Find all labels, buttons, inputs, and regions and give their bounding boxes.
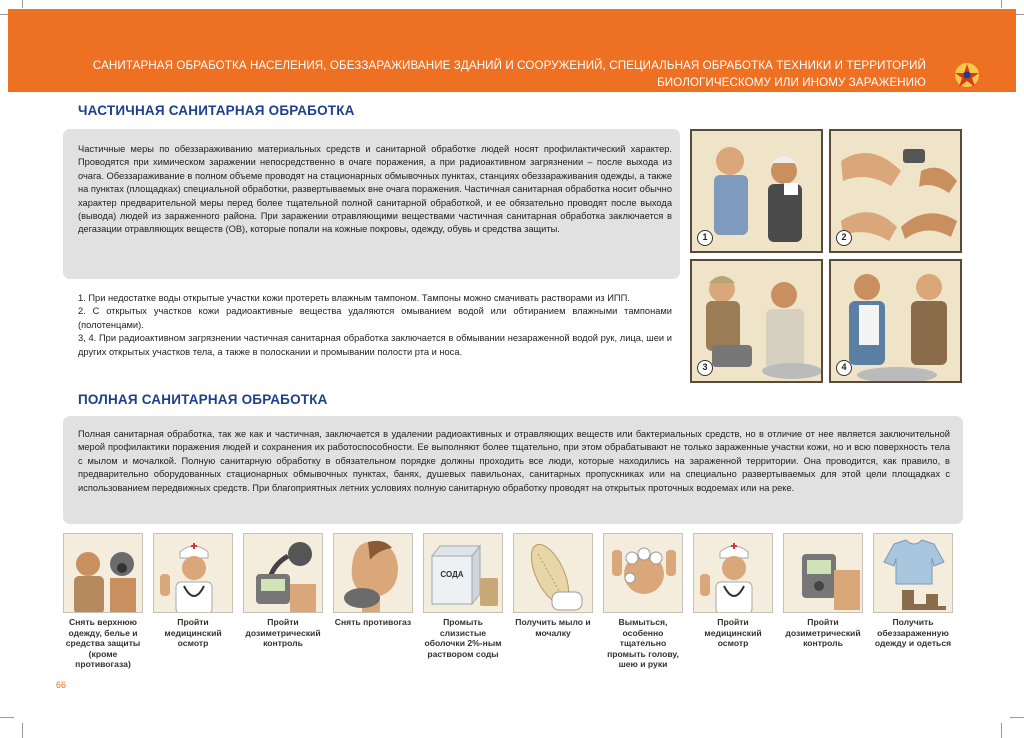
step-caption: Снять противогаз — [334, 617, 412, 627]
partial-steps-list — [78, 292, 672, 359]
washing-icon — [603, 533, 683, 613]
crop-mark — [22, 0, 23, 8]
page-number: 66 — [56, 680, 67, 690]
list-item: 1. При недостатке воды открытые участки кожи протереть влажным тампоном. Тампоны можно смачивать растворами из ИПП. — [78, 293, 630, 303]
list-item: 2. С открытых участков кожи радиоактивные вещества удаляются омыванием водой или обтиранием влажными тампонами (полотенцами). — [78, 306, 672, 330]
illustration-1 — [690, 129, 823, 253]
title-line-2: БИОЛОГИЧЕСКОМУ ИЛИ ИНОМУ ЗАРАЖЕНИЮ — [657, 76, 926, 89]
illustration-number: 4 — [836, 360, 852, 376]
step-caption: Пройти медицинский осмотр — [164, 617, 222, 649]
step-item — [783, 533, 863, 649]
step-caption: Снять верхнюю одежду, белье и средства защиты (кроме противогаза) — [65, 617, 141, 670]
remove-gas-mask-icon — [333, 533, 413, 613]
list-item: 3, 4. При радиоактивном загрязнении частичная санитарная обработка заключается в обмывании незараженной водой рук, лица, шеи и других открытых участков тела, а также в полоскании и промывании полости рта и носа. — [78, 333, 672, 357]
step-caption: Пройти медицинский осмотр — [704, 617, 762, 649]
step-item — [153, 533, 233, 649]
soda-icon — [423, 533, 503, 613]
emchs-emblem-icon — [953, 59, 981, 91]
step-caption: Получить обеззараженную одежду и одеться — [874, 617, 952, 649]
illustration-4 — [829, 259, 962, 383]
clean-clothes-icon — [873, 533, 953, 613]
step-item — [603, 533, 683, 670]
crop-mark — [1001, 723, 1002, 738]
step-item — [693, 533, 773, 649]
illustration-2 — [829, 129, 962, 253]
step-caption: Промыть слизистые оболочки 2%-ным раствором соды — [424, 617, 502, 659]
section-heading-partial: ЧАСТИЧНАЯ САНИТАРНАЯ ОБРАБОТКА — [78, 103, 355, 118]
illustration-number: 1 — [697, 230, 713, 246]
partial-intro-text: Частичные меры по обеззараживанию материальных средств и санитарной обработке людей носят профилактический характер. Проводятся при химическом заражении непосредственно в очаге поражения, а при радиоактивном загрязнении – после выхода из очага. Обеззараживание в полном объеме проводят на стационарных обмывочных пунктах, станциях обеззараживания одежды, а также на пунктах (площадках) специальной обработки, развертываемых вне очага поражения. Частичная санитарная обработка носит обычно характер предварительной меры перед более тщательной полной санитарной обработкой, и ее обязательно проводят после выхода (вывода) людей из зараженного района. При заражении отравляющими веществами частичная санитарная обработка заключается в дегазации отравляющих веществ (ОВ), которые попали на кожные покровы, одежду, обувь и средства защиты. — [78, 144, 672, 235]
undress-icon — [63, 533, 143, 613]
step-item — [63, 533, 143, 670]
dosimeter-icon — [783, 533, 863, 613]
step-caption: Вымыться, особенно тщательно промыть голову, шею и руки — [607, 617, 679, 670]
soda-label: СОДА — [440, 570, 464, 579]
header-banner — [8, 9, 1016, 92]
soap-sponge-icon — [513, 533, 593, 613]
crop-mark — [22, 723, 23, 738]
crop-mark — [1010, 717, 1024, 718]
partial-illustrations — [690, 129, 962, 383]
full-treatment-steps — [63, 533, 963, 673]
illustration-number: 2 — [836, 230, 852, 246]
doctor-icon — [693, 533, 773, 613]
crop-mark — [0, 717, 14, 718]
illustration-number: 3 — [697, 360, 713, 376]
step-item — [333, 533, 413, 628]
step-caption: Пройти дозиметрический контроль — [245, 617, 321, 649]
step-caption: Пройти дозиметрический контроль — [785, 617, 861, 649]
step-item — [423, 533, 503, 659]
step-item — [873, 533, 953, 649]
section-heading-full: ПОЛНАЯ САНИТАРНАЯ ОБРАБОТКА — [78, 392, 328, 407]
page-title — [46, 57, 926, 91]
illustration-3 — [690, 259, 823, 383]
dosimeter-icon — [243, 533, 323, 613]
step-item — [513, 533, 593, 638]
full-text: Полная санитарная обработка, так же как и частичная, заключается в удалении радиоактивных и отравляющих веществ или бактериальных средств, но в отличие от нее является заключительной мерой профилактики поражения людей и сохранения их работоспособности. Ее выполняют более тщательно, при этом обрабатывают не только зараженные участки кожи, но и всю поверхность тела с мылом и мочалкой. Полную санитарную обработку в обязательном порядке должны проходить все люди, которые находились на зараженной территории. Она проводится, как правило, в предварительно оборудованных стационарных обмывочных пунктах, банях, душевых павильонах, санитарных пропускниках или на специально развертываемых для этой цели площадках с использованием передвижных средств. При благоприятных летних условиях полную санитарную обработку проводят на открытых проточных водоемах или на реке. — [78, 429, 950, 493]
step-item — [243, 533, 323, 649]
step-caption: Получить мыло и мочалку — [515, 617, 591, 638]
title-line-1: САНИТАРНАЯ ОБРАБОТКА НАСЕЛЕНИЯ, ОБЕЗЗАРАЖИВАНИЕ ЗДАНИЙ И СООРУЖЕНИЙ, СПЕЦИАЛЬНАЯ ОБРАБОТКА ТЕХНИКИ И ТЕРРИТОРИЙ — [92, 59, 926, 72]
crop-mark — [1001, 0, 1002, 8]
doctor-icon — [153, 533, 233, 613]
